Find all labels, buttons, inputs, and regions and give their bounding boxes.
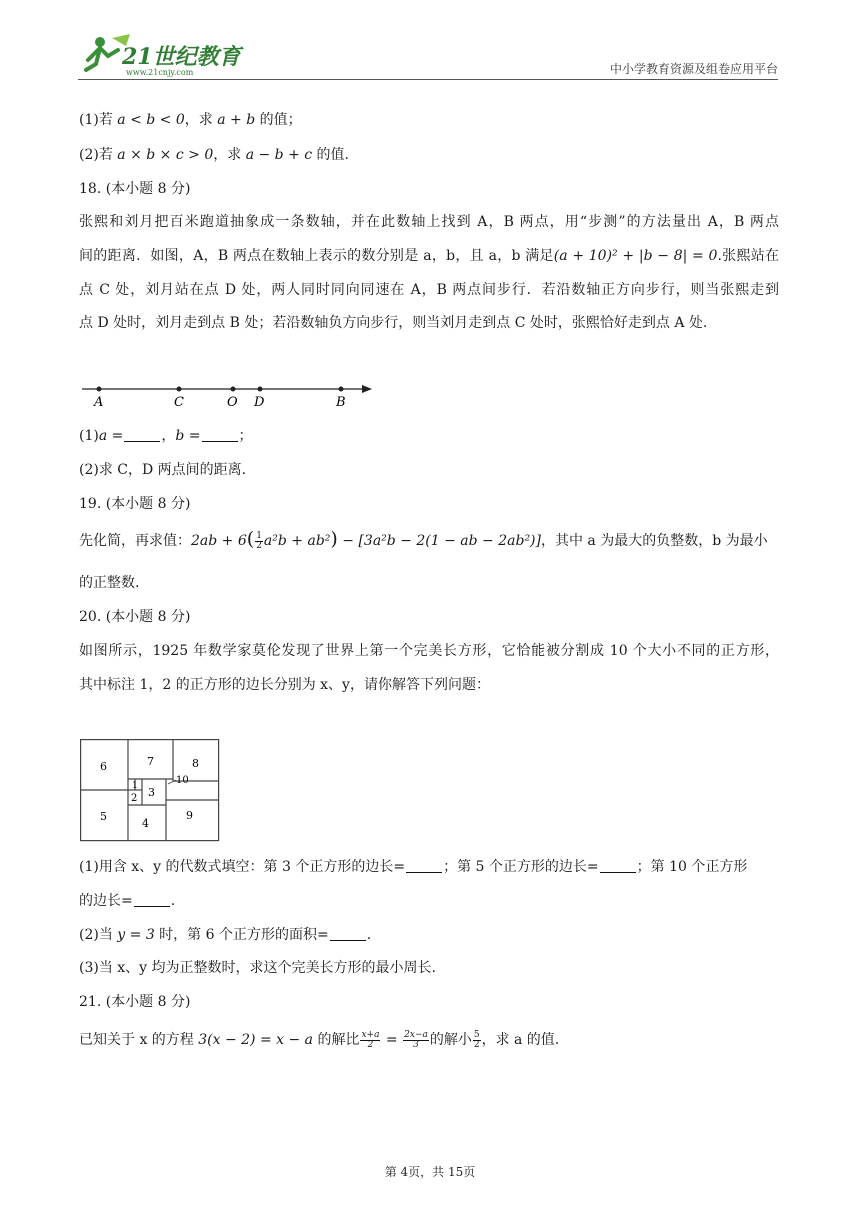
q19-heading: 19. (本小题 8 分): [79, 496, 191, 512]
point-a: [97, 387, 102, 392]
square-label-3: 3: [148, 786, 155, 799]
q17-part1: (1)若 a < b < 0，求 a + b 的值；: [79, 112, 302, 128]
number-line-figure: [80, 378, 380, 412]
q18-text-line4: 点 D 处时，刘月走到点 B 处；若沿数轴负方向步行，则当刘月走到点 C 处时，张熙恰好走到点 A 处.: [79, 315, 708, 331]
q18-text-line1: 张熙和刘月把百米跑道抽象成一条数轴，并在此数轴上找到 A，B 两点，用“步测”的方法量出 A，B 两点: [79, 214, 779, 230]
square-label-1: 1: [132, 781, 138, 791]
q18-part2: (2)求 C，D 两点间的距离.: [79, 462, 247, 478]
q20-part1-line2: 的边长= .: [79, 893, 176, 909]
logo-text: 21世纪教育: [122, 44, 241, 70]
q20-text-line1: 如图所示，1925 年数学家莫伦发现了世界上第一个完美长方形，它恰能被分割成 10 个大小不同的正方形，: [79, 643, 779, 659]
square-label-7: 7: [147, 755, 154, 768]
q17-part2: (2)若 a × b × c > 0，求 a − b + c 的值.: [79, 147, 350, 163]
header-divider: [78, 79, 778, 80]
square-label-9: 9: [186, 809, 193, 822]
q20-part3: (3)当 x、y 均为正整数时，求这个完美长方形的最小周长.: [79, 960, 436, 976]
q19-expression: 先化简，再求值：2ab + 6( $\frac{1}{2}$ a²b + ab²) − [3a²b − 2(1 − ab − 2ab²)]，其中 a 为最大的负整数，b 为最小: [79, 528, 768, 551]
q21-text: 已知关于 x 的方程 3(x − 2) = x − a 的解比 $\frac{x+a}{2}$ = $\frac{2x-a}{3}$ 的解小 $\frac{5}{2}$ ，求 a 的值.: [79, 1029, 560, 1050]
label-d: D: [254, 395, 265, 410]
point-b: [339, 387, 344, 392]
label-a: A: [94, 395, 104, 410]
square-label-5: 5: [100, 810, 107, 823]
square-label-10: 10: [176, 775, 189, 786]
q18-text-line2: 间的距离．如图，A，B 两点在数轴上表示的数分别是 a，b，且 a，b 满足(a + 10)² + |b − 8| = 0.张熙站在: [79, 248, 779, 264]
q20-part2: (2)当 y = 3 时，第 6 个正方形的面积= .: [79, 927, 372, 943]
square-label-8: 8: [192, 757, 199, 770]
logo: [78, 30, 268, 78]
label-o: O: [227, 395, 238, 410]
q18-text-line3: 点 C 处，刘月站在点 D 处，两人同时同向同速在 A，B 两点间步行．若沿数轴正方向步行，则当张熙走到: [79, 282, 779, 298]
q20-heading: 20. (本小题 8 分): [79, 609, 191, 625]
header-platform-text: 中小学教育资源及组卷应用平台: [609, 62, 778, 76]
q21-heading: 21. (本小题 8 分): [79, 994, 191, 1010]
q20-text-line2: 其中标注 1，2 的正方形的边长分别为 x、y，请你解答下列问题：: [79, 677, 490, 693]
page-header: [78, 30, 778, 80]
point-c: [177, 387, 182, 392]
q19-text-line2: 的正整数.: [79, 575, 140, 591]
q18-part1: (1)a = ，b = ；: [79, 428, 253, 444]
perfect-rectangle-figure: [80, 739, 222, 843]
q18-heading: 18. (本小题 8 分): [79, 181, 191, 197]
square-label-4: 4: [142, 817, 149, 830]
label-c: C: [174, 395, 184, 410]
logo-url: www.21cnjy.com: [126, 68, 194, 77]
q20-part1: (1)用含 x、y 的代数式填空：第 3 个正方形的边长= ；第 5 个正方形的边长= ；第 10 个正方形: [79, 859, 748, 875]
square-label-2: 2: [131, 793, 138, 804]
point-d: [258, 387, 263, 392]
point-o: [231, 387, 236, 392]
label-b: B: [336, 395, 346, 410]
square-label-6: 6: [100, 760, 107, 773]
page-footer: 第 4页，共 15页: [384, 1165, 476, 1179]
